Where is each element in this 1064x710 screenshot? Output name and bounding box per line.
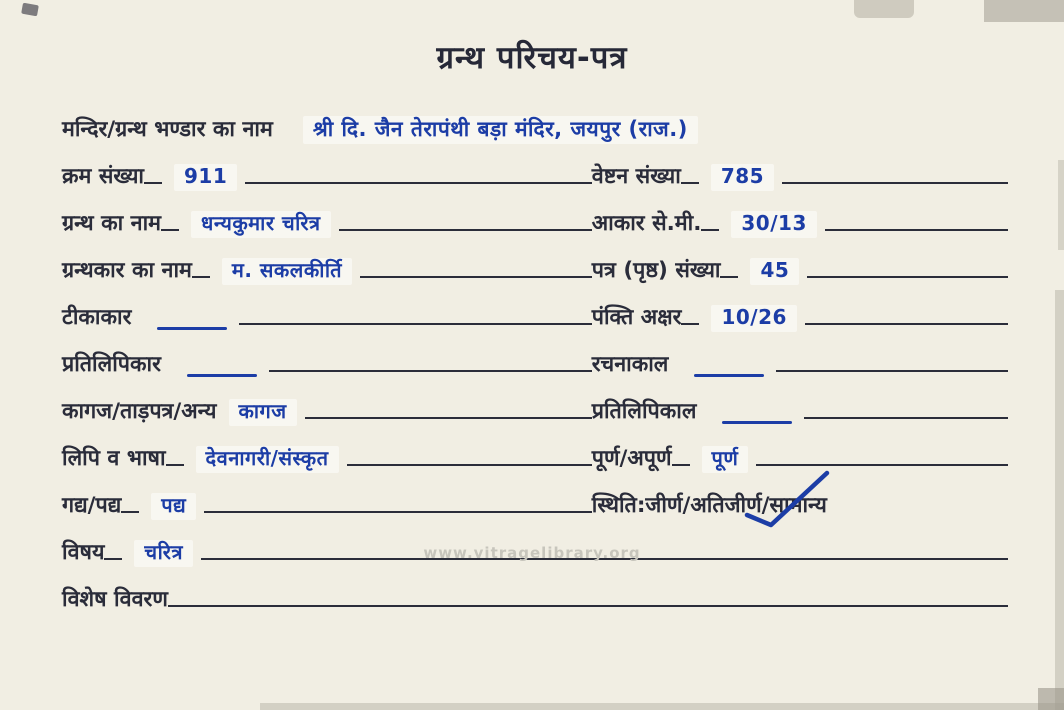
rule-line — [782, 182, 1008, 184]
field-row — [62, 379, 1008, 426]
rule-line — [192, 276, 210, 278]
composition-date-label: रचनाकाल — [591, 352, 669, 378]
field-copyist — [62, 352, 592, 379]
author-name-value: म. सकलकीर्ति — [222, 258, 352, 285]
scan-artifact — [260, 703, 1064, 710]
copy-date-label: प्रतिलिपिकाल — [591, 399, 697, 425]
rule-line — [239, 323, 591, 325]
rule-line — [339, 229, 592, 231]
rule-line — [166, 464, 184, 466]
field-script-language — [62, 446, 592, 473]
field-size-cm — [592, 211, 1008, 238]
bhandar-name-value: श्री दि. जैन तेरापंथी बड़ा मंदिर, जयपुर (राज.) — [303, 116, 698, 144]
rule-line — [168, 605, 1008, 607]
rule-line — [825, 229, 1008, 231]
field-composition-date — [592, 352, 1008, 379]
rule-line — [756, 464, 1008, 466]
lines-letters-label: पंक्ति अक्षर — [591, 305, 682, 331]
bhandar-name-label: मन्दिर/ग्रन्थ भण्डार का नाम — [62, 117, 273, 143]
rule-line — [144, 182, 162, 184]
prose-verse-label: गद्य/पद्य — [62, 493, 122, 519]
script-language-label: लिपि व भाषा — [62, 446, 166, 472]
serial-number-value: 911 — [174, 164, 237, 191]
tick-mark-icon — [741, 469, 833, 531]
rule-line — [347, 464, 592, 466]
completeness-label: पूर्ण/अपूर्ण — [591, 446, 672, 472]
material-value: कागज — [229, 399, 297, 426]
size-cm-value: 30/13 — [731, 211, 816, 238]
rule-line — [204, 511, 592, 513]
subject-label: विषय — [62, 540, 105, 566]
field-bundle-number — [592, 164, 1008, 191]
rule-line — [776, 370, 1008, 372]
page-title: ग्रन्थ परिचय-पत्र — [436, 40, 628, 76]
material-label: कागज/ताड़पत्र/अन्य — [62, 399, 217, 425]
handwritten-dash — [157, 327, 227, 330]
field-special-details — [62, 587, 1008, 614]
rule-line — [360, 276, 592, 278]
commentator-label: टीकाकार — [62, 305, 132, 331]
rule-line — [269, 370, 592, 372]
rule-line — [681, 182, 699, 184]
rule-line — [804, 417, 1008, 419]
rule-line — [305, 417, 592, 419]
field-row — [62, 285, 1008, 332]
prose-verse-value: पद्य — [151, 493, 196, 520]
rule-line — [161, 229, 179, 231]
field-material — [62, 399, 592, 426]
field-granth-name — [62, 211, 592, 238]
field-row — [62, 144, 1008, 191]
completeness-value: पूर्ण — [702, 446, 749, 473]
rule-line — [121, 511, 139, 513]
field-row-details — [62, 567, 1008, 614]
form-body — [0, 78, 1064, 614]
field-row — [62, 473, 1008, 520]
handwritten-dash — [694, 374, 764, 377]
rule-line — [701, 229, 719, 231]
rule-line — [807, 276, 1008, 278]
rule-line — [245, 182, 591, 184]
field-prose-verse — [62, 493, 592, 520]
special-details-label: विशेष विवरण — [62, 587, 168, 613]
field-copy-date — [592, 399, 1008, 426]
field-row — [62, 332, 1008, 379]
serial-number-label: क्रम संख्या — [62, 164, 145, 190]
author-name-label: ग्रन्थकार का नाम — [62, 258, 192, 284]
field-row-bhandar-name — [62, 92, 1008, 144]
granth-name-value: धन्यकुमार चरित्र — [191, 211, 331, 238]
rule-line — [104, 558, 122, 560]
bundle-number-value: 785 — [711, 164, 774, 191]
script-language-value: देवनागरी/संस्कृत — [196, 446, 339, 473]
condition-label: स्थिति:जीर्ण/अतिजीर्ण/सामान्य — [591, 493, 827, 519]
field-lines-letters — [592, 305, 1008, 332]
copyist-label: प्रतिलिपिकार — [62, 352, 161, 378]
field-row — [62, 191, 1008, 238]
watermark-text: www.vitragelibrary.org — [423, 544, 641, 562]
rule-line — [681, 323, 699, 325]
field-commentator — [62, 305, 592, 332]
field-row — [62, 426, 1008, 473]
scan-artifact — [1038, 688, 1064, 710]
page-count-label: पत्र (पृष्ठ) संख्या — [591, 258, 721, 284]
handwritten-dash — [187, 374, 257, 377]
rule-line — [720, 276, 738, 278]
subject-value: चरित्र — [134, 540, 193, 567]
page-count-value: 45 — [750, 258, 799, 285]
field-row — [62, 238, 1008, 285]
condition-label-wrap — [592, 493, 827, 520]
bundle-number-label: वेष्टन संख्या — [591, 164, 681, 190]
field-page-count — [592, 258, 1008, 285]
field-serial-number — [62, 164, 592, 191]
granth-name-label: ग्रन्थ का नाम — [62, 211, 162, 237]
size-cm-label: आकार से.मी. — [591, 211, 702, 237]
rule-line — [672, 464, 690, 466]
field-condition — [592, 493, 1008, 520]
handwritten-dash — [722, 421, 792, 424]
lines-letters-value: 10/26 — [711, 305, 796, 332]
rule-line — [805, 323, 1008, 325]
field-author-name — [62, 258, 592, 285]
